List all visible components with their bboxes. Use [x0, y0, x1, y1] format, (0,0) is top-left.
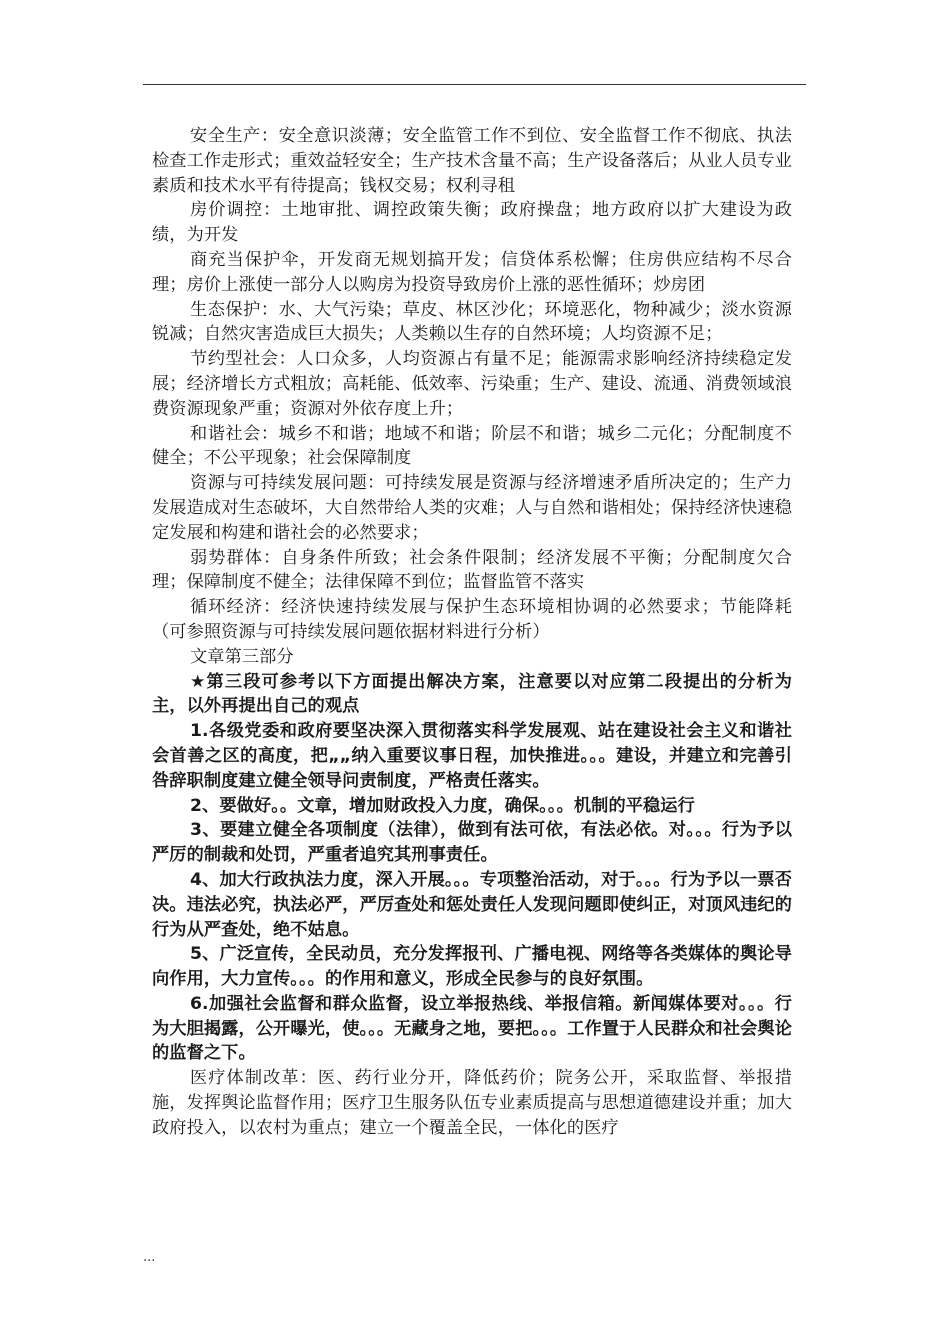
- paragraph: 医疗体制改革：医、药行业分开，降低药价；院务公开，采取监督、举报措施，发挥舆论监督作用；医疗卫生服务队伍专业素质提高与思想道德建设并重；加大政府投入，以农村为重点；建立一个覆盖全民，一体化的医疗: [152, 1068, 792, 1138]
- paragraph: 和谐社会：城乡不和谐；地域不和谐；阶层不和谐；城乡二元化；分配制度不健全；不公平现象；社会保障制度: [152, 423, 792, 469]
- paragraph: 6.加强社会监督和群众监督，设立举报热线、举报信箱。新闻媒体要对。。。行为大胆揭露，公开曝光，使。。。无藏身之地，要把。。。工作置于人民群众和社会舆论的监督之下。: [152, 993, 792, 1064]
- footer-ellipsis: ...: [143, 1250, 156, 1265]
- paragraph: 3、要建立健全各项制度（法律），做到有法可依，有法必依。对。。。行为予以严厉的制裁和处罚，严重者追究其刑事责任。: [152, 820, 792, 866]
- header-rule: [143, 84, 806, 85]
- paragraph: 弱势群体：自身条件所致；社会条件限制；经济发展不平衡；分配制度欠合理；保障制度不健全；法律保障不到位；监督监管不落实: [152, 547, 792, 593]
- paragraph: 4、加大行政执法力度，深入开展。。。专项整治活动，对于。。。行为予以一票否决。违法必究，执法必严，严厉查处和惩处责任人发现问题即使纠正，对顶风违纪的行为从严查处，绝不姑息。: [152, 869, 792, 940]
- paragraph: 5、广泛宣传，全民动员，充分发挥报刊、广播电视、网络等各类媒体的舆论导向作用，大力宣传。。。的作用和意义，形成全民参与的良好氛围。: [152, 944, 792, 990]
- paragraph: 资源与可持续发展问题：可持续发展是资源与经济增速矛盾所决定的；生产力发展造成对生态破坏，大自然带给人类的灾难；人与自然和谐相处；保持经济快速稳定发展和构建和谐社会的必然要求；: [152, 473, 792, 543]
- paragraph: 节约型社会：人口众多，人均资源占有量不足；能源需求影响经济持续稳定发展；经济增长方式粗放；高耗能、低效率、污染重；生产、建设、流通、消费领域浪费资源现象严重；资源对外依存度上升；: [152, 349, 792, 419]
- paragraph: ★第三段可参考以下方面提出解决方案，注意要以对应第二段提出的分析为主，以外再提出自己的观点: [152, 671, 792, 717]
- paragraph: 商充当保护伞，开发商无规划搞开发；信贷体系松懈；住房供应结构不尽合理；房价上涨使一部分人以购房为投资导致房价上涨的恶性循环；炒房团: [152, 249, 792, 295]
- paragraph: 2、要做好。。文章，增加财政投入力度，确保。。。机制的平稳运行: [190, 795, 695, 816]
- paragraph: 生态保护：水、大气污染；草皮、林区沙化；环境恶化，物种减少；淡水资源锐减；自然灾害造成巨大损失；人类赖以生存的自然环境；人均资源不足；: [152, 299, 792, 345]
- paragraph: 循环经济：经济快速持续发展与保护生态环境相协调的必然要求；节能降耗（可参照资源与可持续发展问题依据材料进行分析）: [152, 597, 792, 642]
- paragraph: 安全生产：安全意识淡薄；安全监管工作不到位、安全监督工作不彻底、执法检查工作走形式；重效益轻安全；生产技术含量不高；生产设备落后；从业人员专业素质和技术水平有待提高；钱权交易；权利寻租: [152, 126, 792, 196]
- paragraph: 文章第三部分: [190, 646, 294, 667]
- body-text: [152, 124, 792, 1141]
- paragraph: 房价调控：土地审批、调控政策失衡；政府操盘；地方政府以扩大建设为政绩，为开发: [152, 200, 792, 246]
- paragraph: 1.各级党委和政府要坚决深入贯彻落实科学发展观、站在建设社会主义和谐社会首善之区的高度，把„„纳入重要议事日程，加快推进。。。建设，并建立和完善引咎辞职制度建立健全领导问责制度，严格责任落实。: [152, 721, 792, 791]
